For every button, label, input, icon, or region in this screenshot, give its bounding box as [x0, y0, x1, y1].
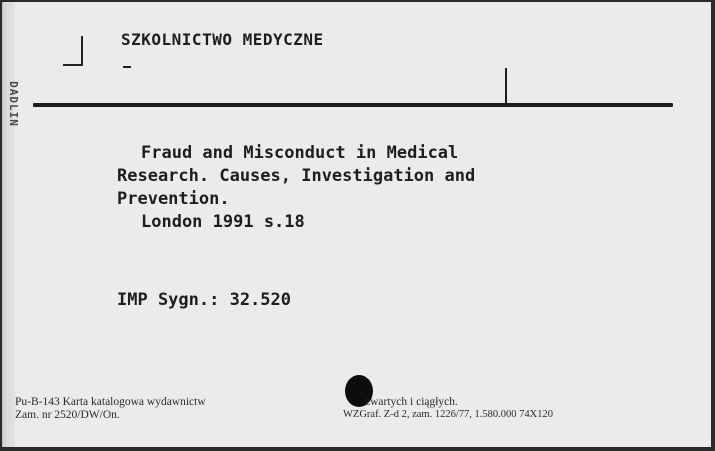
call-number: IMP Sygn.: 32.520 [117, 290, 291, 310]
footer-line-2-left: Zam. nr 2520/DW/On. [15, 409, 120, 421]
imprint-line: London 1991 s.18 [141, 212, 305, 232]
footer-line-1-right: zwartych i ciągłych. [365, 396, 458, 408]
corner-bracket-mark [63, 36, 83, 66]
horizontal-rule [33, 103, 673, 107]
footer-line-2-right: WZGraf. Z-d 2, zam. 1226/77, 1.580.000 74X120 [343, 409, 553, 420]
subject-heading: SZKOLNICTWO MEDYCZNE [121, 30, 324, 49]
footer-line-1-left: Pu-B-143 Karta katalogowa wydawnictw [15, 396, 206, 408]
title-line-3: Prevention. [117, 189, 230, 209]
catalog-card [2, 2, 711, 447]
title-line-2: Research. Causes, Investigation and [117, 166, 476, 186]
dash-mark [123, 66, 131, 68]
bibliographic-entry [117, 142, 475, 234]
edge-stamp: DADLIN [7, 81, 20, 127]
vertical-divider [505, 68, 507, 104]
title-line-1: Fraud and Misconduct in Medical [141, 143, 459, 163]
